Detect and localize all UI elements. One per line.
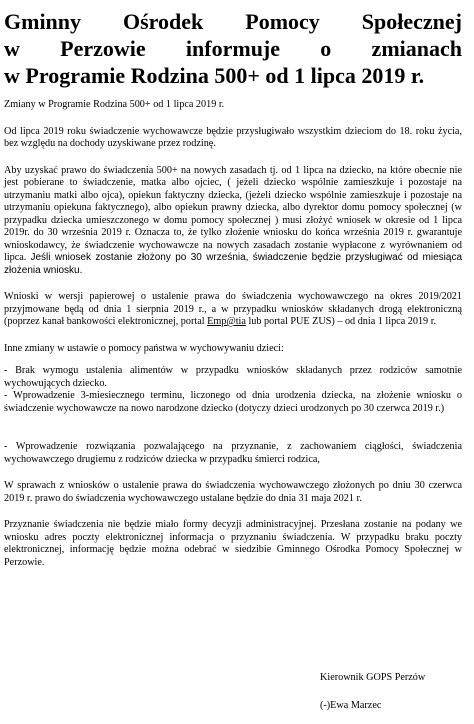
submission-paragraph [4,291,462,329]
list-item: - Wprowadzenie rozwiązania pozwalającego na przyznanie, z zachowaniem ciągłości, świadczenia wychowawczego drugiemu z rodziców dziecka w przypadku śmierci rodzica, [4,441,462,465]
notification-paragraph: Przyznanie świadczenia nie będzie miało formy decyzji administracyjnej. Przesłana zostanie na podany we wniosku adres poczty elektronicznej informacja o przyznaniu świadczenia. W przypadku braku poczty elektronicznej, informację będzie można odebrać w siedzibie Gminnego Ośrodka Pomocy Społecznej w Perzowie. [4,519,462,568]
submission-text: Wnioski w wersji papierowej o ustalenie prawa do świadczenia wychowawczego na okres 2019/2021 przyjmowane będą od dnia 1 sierpnia 2019 r., a w przypadku wniosków składanych drogą elektroniczną (poprzez kanał bankowości elektronicznej, portal [4,291,462,327]
heading-line-2: w Perzowie informuje o zmianach [4,36,462,61]
other-changes-heading: Inne zmiany w ustawie o pomocy państwa w wychowywaniu dzieci: [4,342,284,354]
late-application-note: Jeśli wniosek zostanie złożony po 30 września, świadczenie będzie przysługiwać od miesiąca złożenia wniosku. [4,252,463,276]
eligibility-paragraph: Od lipca 2019 roku świadczenie wychowawcze będzie przysługiwało wszystkim dzieciom do 18. roku życia, bez względu na dochody uzyskiwane przez rodzinę. [4,125,462,149]
intro-paragraph: Zmiany w Programie Rodzina 500+ od 1 lipca 2019 r. [4,99,225,110]
validity-paragraph: W sprawach z wniosków o ustalenie prawa do świadczenia wychowawczego złożonych po dniu 30 czerwca 2019 r. prawo do świadczenia wychowawczego ustalane będzie do dnia 31 maja 2021 r. [4,480,462,504]
application-paragraph [4,165,462,278]
list-item: - Wprowadzenie 3-miesiecznego terminu, liczonego od dnia urodzenia dziecka, na złożenie wniosku o świadczenie wychowawcze na nowo narodzone dziecko (dotyczy dzieci urodzonych po 30 czerwca 2019 r.) [4,390,462,414]
heading-line-3: w Programie Rodzina 500+ od 1 lipca 2019 r. [4,63,425,88]
submission-text-end: lub portal PUE ZUS) – od dnia 1 lipca 2019 r. [248,316,437,327]
empatia-link[interactable]: Emp@tia [207,316,246,327]
list-item: - Brak wymogu ustalenia alimentów w przypadku wniosków składanych przez rodziców samotnie wychowujących dziecko. [4,365,462,389]
document-body [4,99,462,583]
signature-name: (-)Ewa Marzec [320,700,382,711]
application-text: Aby uzyskać prawo do świadczenia 500+ na nowych zasadach tj. od 1 lipca na dziecko, na które obecnie nie jest pobierane to świadczenie, matka albo ojciec, ( jeżeli dziecko wspólnie zamieszkuje i pozostaje na utrzymaniu matki albo ojca), opiekun faktyczny dziecka, (jeżeli dziecko wspólnie zamieszkuje i pozostaje na utrzymaniu opiekuna faktycznego), albo opiekun prawny dziecka, albo dyrektor domu pomocy społecznej (w przypadku dziecka umieszczonego w domu pomocy społecznej ) musi złożyć wniosek w okresie od 1 lipca 2019r. do 30 września 2019 r. Oznacza to, że tylko złożenie wniosku do końca września 2019 r. gwarantuje wnioskodawcy, że świadczenie wychowawcze na nowych zasadach zostanie wypłacone z wyrównaniem od lipca. [4,164,462,263]
heading-line-1: Gminny Ośrodek Pomocy Społecznej [4,9,462,34]
signature-role: Kierownik GOPS Perzów [320,672,426,683]
